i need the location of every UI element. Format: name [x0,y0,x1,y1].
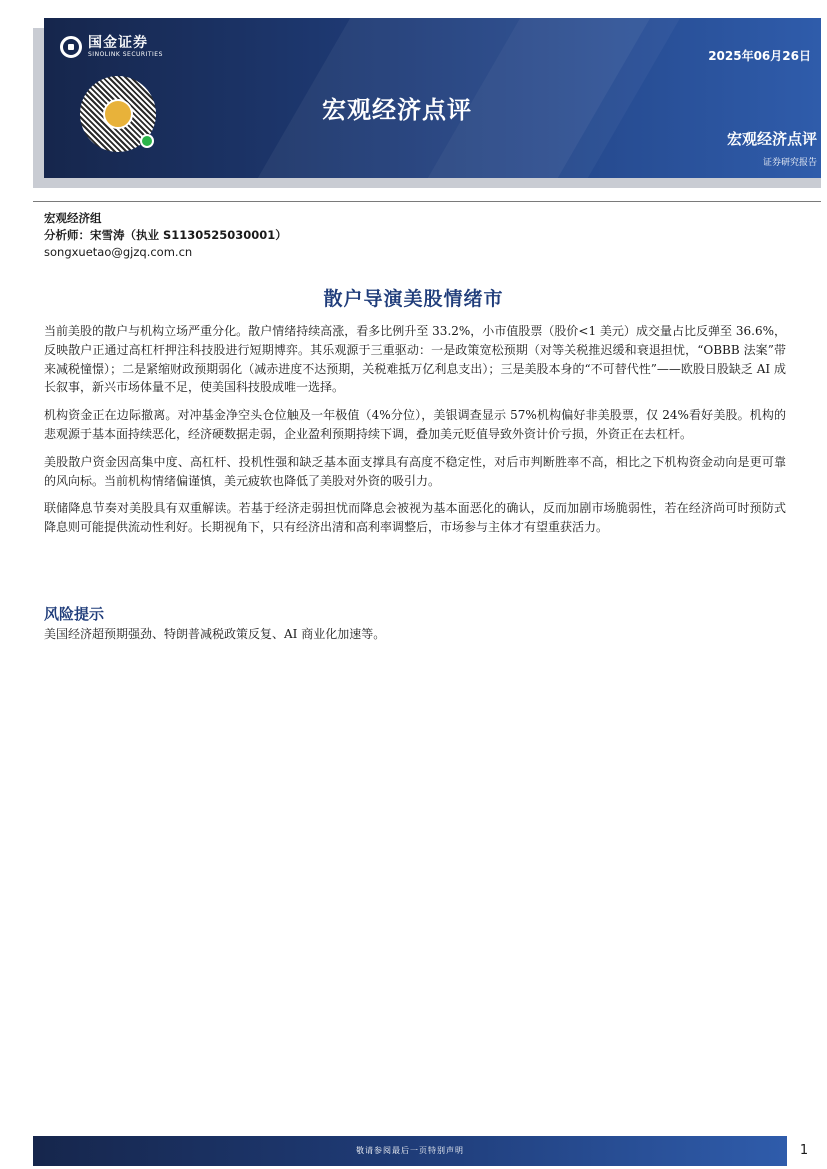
research-group: 宏观经济组 [44,211,102,225]
paragraph: 机构资金正在边际撤离。对冲基金净空头仓位触及一年极值（4%分位），美银调查显示 57%机构偏好非美股票，仅 24%看好美股。机构的悲观源于基本面持续恶化，经济硬数据走弱，企业盈利预期持续下调，叠加美元贬值导致外资计价亏损，外资正在去杠杆。 [44,408,786,441]
risk-text: 美国经济超预期强劲、特朗普减税政策反复、AI 商业化加速等。 [44,627,386,641]
company-logo [60,36,163,58]
footer-bar [33,1136,787,1166]
logo-name-cn: 国金证券 [88,35,148,51]
report-date: 2025年06月26日 [708,49,811,63]
article-body [44,322,786,546]
logo-mark-icon [60,36,82,58]
paragraph: 美股散户资金因高集中度、高杠杆、投机性强和缺乏基本面支撑具有高度不稳定性，对后市判断胜率不高，相比之下机构资金动向是更可靠的风向标。当前机构情绪偏谨慎，美元疲软也降低了美股对外资的吸引力。 [44,454,786,488]
divider [33,201,821,202]
report-category: 宏观经济点评 [726,130,817,148]
footer-disclaimer: 敬请参阅最后一页特别声明 [356,1146,464,1155]
paragraph: 当前美股的散户与机构立场严重分化。散户情绪持续高涨，看多比例升至 33.2%，小市值股票（股价<1 美元）成交量占比反弹至 36.6%，反映散户正通过高杠杆押注科技股进行短期博弈。其乐观源于三重驱动：一是政策宽松预期（对等关税推迟缓和衰退担忧，“OBBB 法案”带来减税憧憬）；二是紧缩财政预期弱化（减赤进度不达预期，关税难抵万亿利息支出）；三是美股本身的“不可替代性”——欧股日股缺乏 AI 成长叙事，新兴市场体量不足，使美国科技股成唯一选择。 [44,324,786,395]
author-block [44,210,287,261]
analyst-email[interactable]: songxuetao@gjzq.com.cn [44,245,193,259]
logo-name-en: SINOLINK SECURITIES [88,51,163,58]
article-title: 散户导演美股情绪市 [323,288,504,310]
page-number: 1 [799,1143,809,1158]
risk-heading: 风险提示 [44,605,105,623]
analyst-line: 分析师：宋雪涛（执业 S1130525030001） [44,228,287,242]
banner-title: 宏观经济点评 [322,96,472,124]
qr-center-logo-icon [103,99,133,129]
paragraph: 联储降息节奏对美股具有双重解读。若基于经济走弱担忧而降息会被视为基本面恶化的确认，反而加剧市场脆弱性，若在经济尚可时预防式降息则可能提供流动性利好。长期视角下，只有经济出清和高利率调整后，市场参与主体才有望重获活力。 [44,501,786,535]
report-type: 证券研究报告 [762,158,817,168]
mini-program-badge-icon [140,134,154,148]
